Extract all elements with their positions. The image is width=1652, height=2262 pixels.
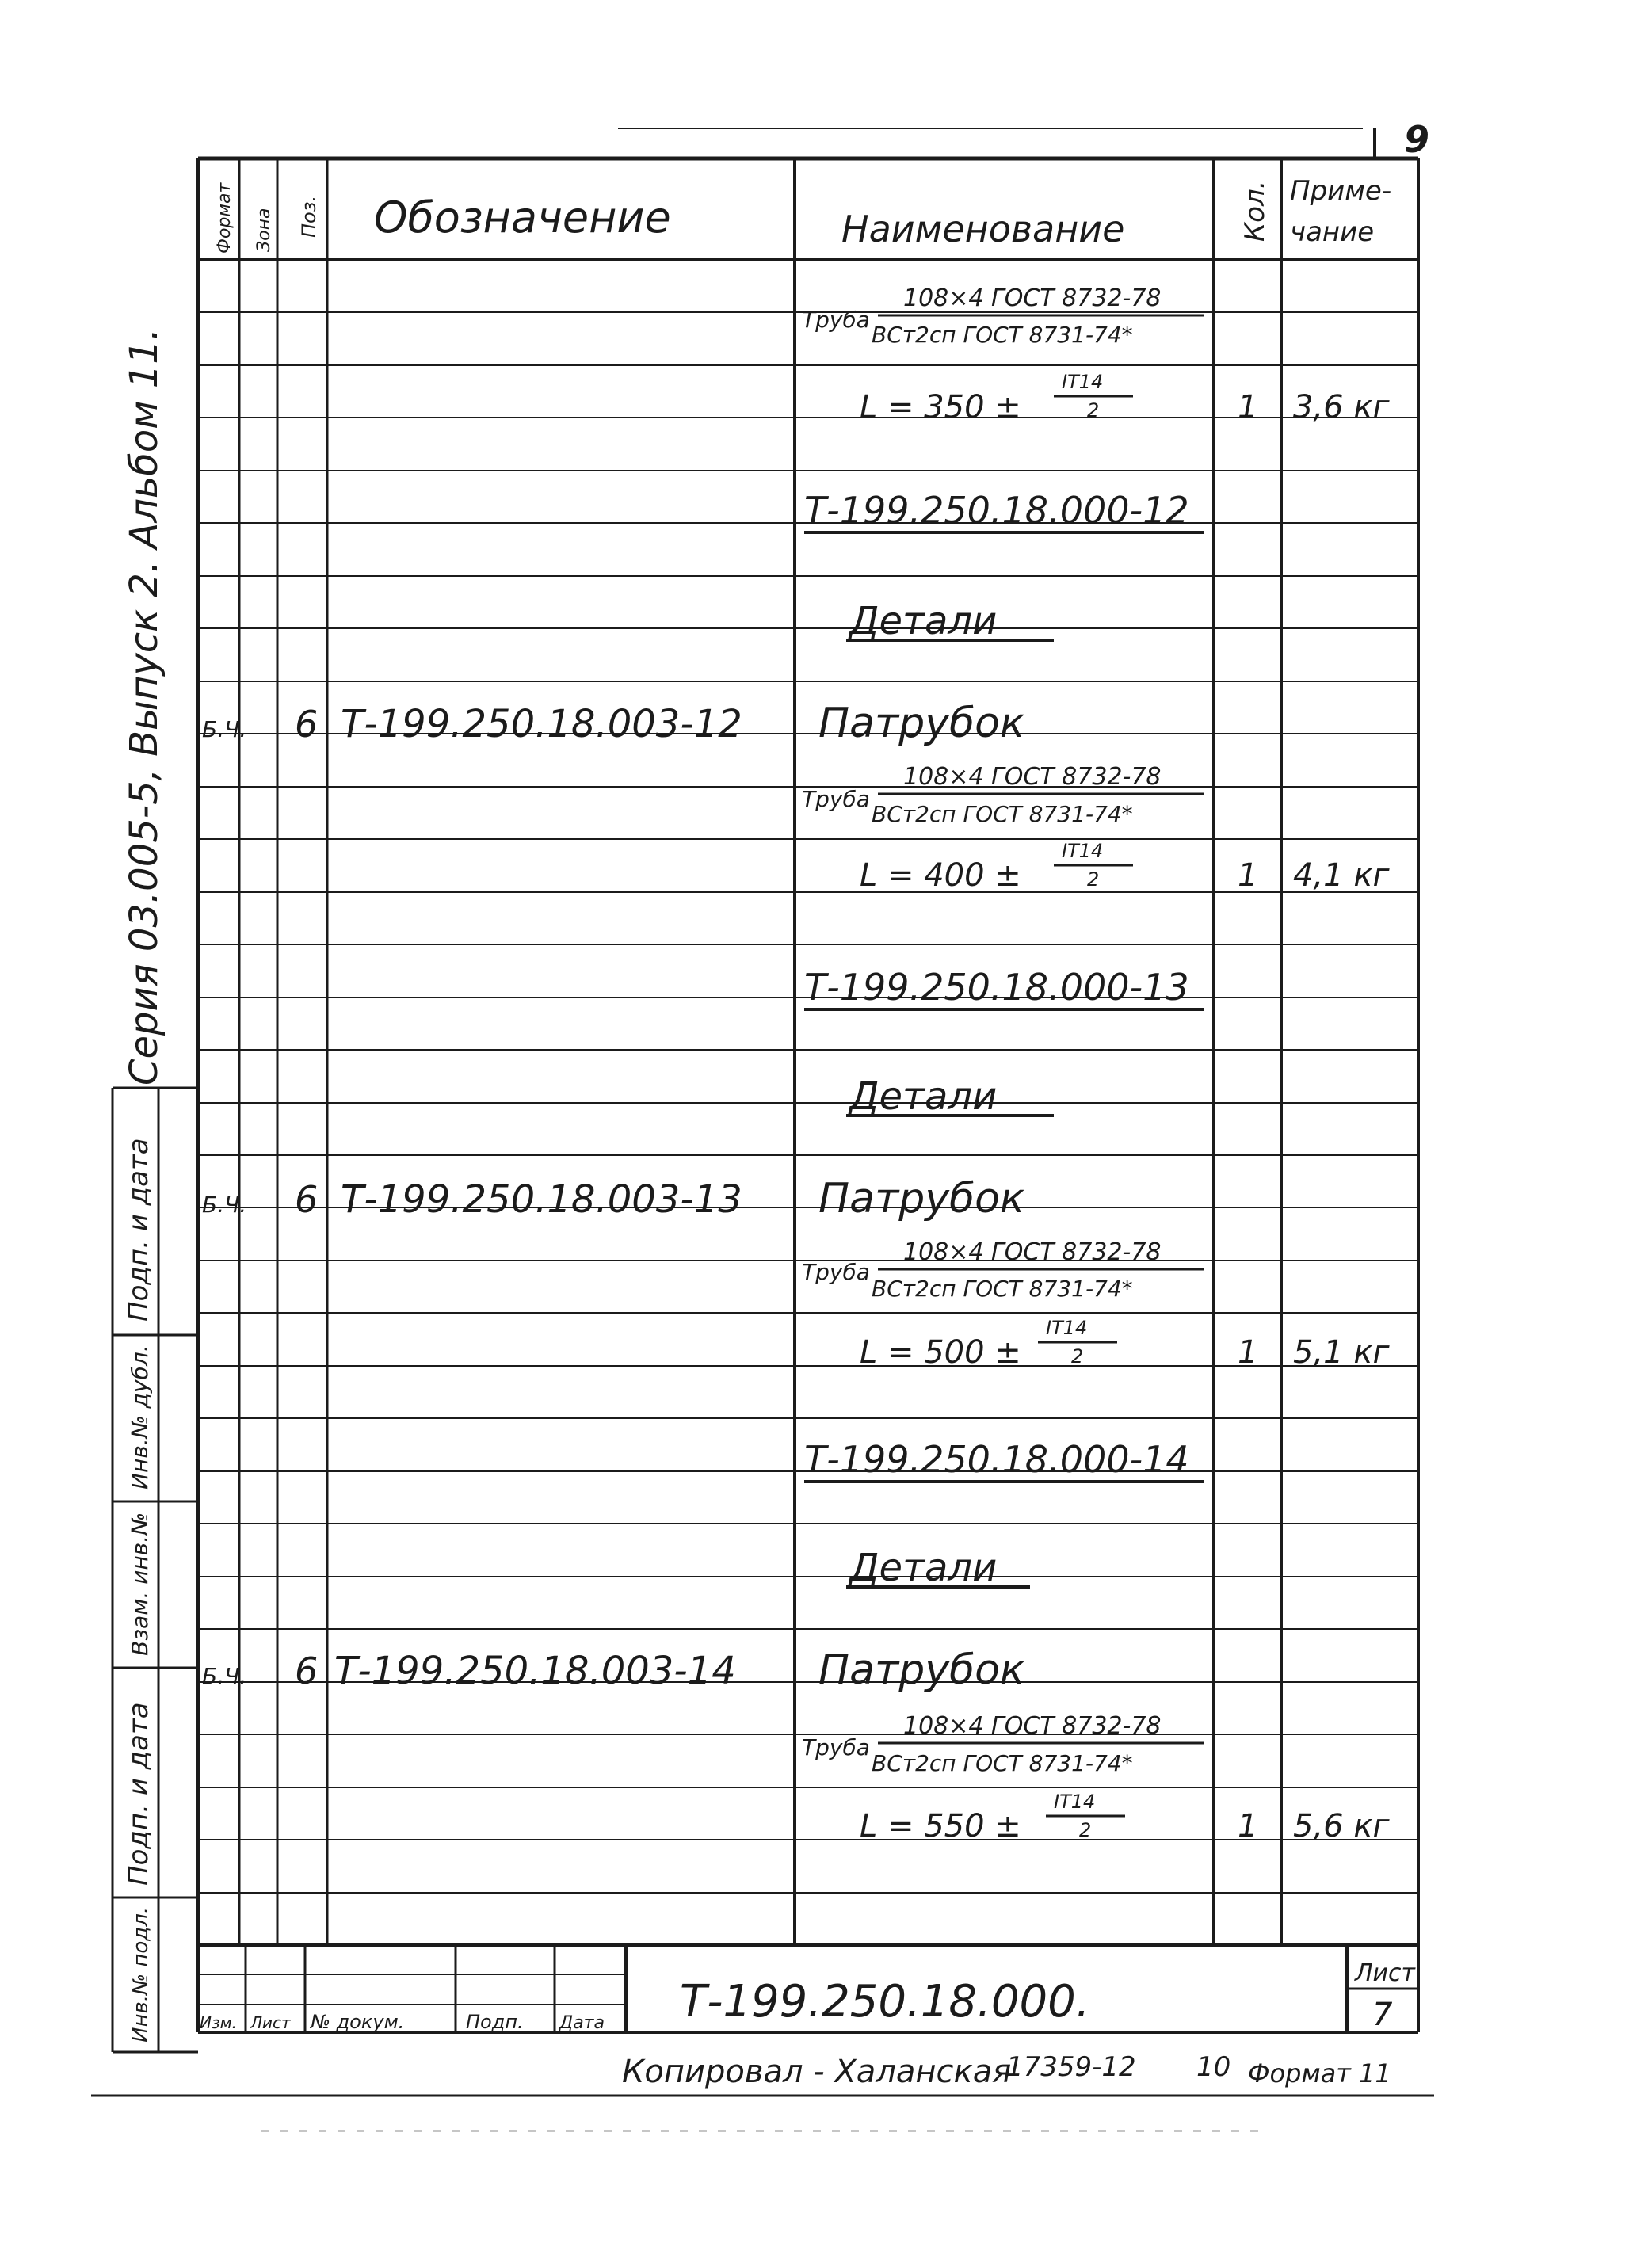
footer-copied: Копировал - Халанская <box>622 2054 1012 2090</box>
tolerance-top: IT14 <box>1046 1317 1088 1339</box>
side-label-replace-inv: Взам. инв.№ <box>127 1512 153 1656</box>
designation-value: Т-199.250.18.003-14 <box>334 1649 736 1693</box>
tb-col-change: Изм. <box>200 2013 238 2032</box>
side-label-sign-date-2: Подп. и дата <box>123 1702 155 1886</box>
part-name: Патрубок <box>818 1646 1025 1694</box>
length-value: L = 500 ± <box>860 1334 1021 1371</box>
section-title: Детали <box>849 1074 998 1119</box>
pipe-word: Труба <box>802 307 870 333</box>
header-pos: Поз. <box>298 195 320 238</box>
tb-col-date: Дата <box>559 2013 605 2033</box>
part-name: Патрубок <box>818 700 1025 747</box>
qty-value: 1 <box>1238 1808 1258 1844</box>
designation-value: Т-199.250.18.003-13 <box>341 1177 742 1222</box>
section-title: Детали <box>849 599 998 643</box>
pipe-spec-bottom: ВСт2сп ГОСТ 8731-74* <box>872 1750 1133 1776</box>
tolerance-bottom: 2 <box>1079 1819 1092 1841</box>
side-label-sign-date: Подп. и дата <box>123 1138 155 1322</box>
header-zone: Зона <box>254 208 274 252</box>
pos-value: 6 <box>295 1178 319 1221</box>
part-name: Патрубок <box>818 1175 1025 1223</box>
length-value: L = 350 ± <box>860 389 1021 425</box>
header-qty: Кол. <box>1239 180 1271 242</box>
header-note-line1: Приме- <box>1290 175 1392 207</box>
format-value: Б.Ч. <box>202 1663 247 1689</box>
pipe-word: Труба <box>802 1734 870 1760</box>
pipe-spec-top: 108×4 ГОСТ 8732-78 <box>903 284 1162 312</box>
side-title: Серия 03.005-5, Выпуск 2. Альбом 11. <box>122 327 166 1085</box>
header-format: Формат <box>215 182 235 254</box>
footer-format: Формат 11 <box>1248 2058 1391 2088</box>
tb-sheet-label: Лист <box>1355 1959 1416 1987</box>
header-name: Наименование <box>841 208 1125 250</box>
designation-value: Т-199.250.18.003-12 <box>341 702 742 746</box>
pipe-spec-top: 108×4 ГОСТ 8732-78 <box>903 763 1162 791</box>
pipe-spec-bottom: ВСт2сп ГОСТ 8731-74* <box>872 801 1133 827</box>
assembly-designation: Т-199.250.18.000-14 <box>804 1438 1189 1481</box>
pos-value: 6 <box>295 1650 319 1692</box>
header-note-line2: чание <box>1290 216 1375 248</box>
tolerance-top: IT14 <box>1054 1791 1096 1813</box>
qty-value: 1 <box>1238 857 1258 894</box>
pos-value: 6 <box>295 703 319 746</box>
mass-value: 5,1 кг <box>1293 1334 1390 1371</box>
footer-order: 17359-12 <box>1006 2051 1136 2083</box>
pipe-spec-top: 108×4 ГОСТ 8732-78 <box>903 1712 1162 1740</box>
tb-col-sheet: Лист <box>250 2013 291 2032</box>
section-title: Детали <box>849 1546 998 1590</box>
side-label-dup-inv: Инв.№ дубл. <box>127 1345 153 1490</box>
tb-doc-number: Т-199.250.18.000. <box>680 1976 1090 2027</box>
pipe-spec-top: 108×4 ГОСТ 8732-78 <box>903 1238 1162 1266</box>
tolerance-top: IT14 <box>1062 840 1104 862</box>
mass-value: 5,6 кг <box>1293 1808 1390 1844</box>
tolerance-bottom: 2 <box>1071 1345 1084 1367</box>
length-value: L = 550 ± <box>860 1808 1021 1844</box>
pipe-word: Труба <box>802 786 870 812</box>
qty-value: 1 <box>1238 1334 1258 1371</box>
tolerance-bottom: 2 <box>1087 868 1100 891</box>
qty-value: 1 <box>1238 389 1258 425</box>
group-1 <box>802 284 1390 643</box>
sheet-mark: 9 <box>1404 118 1430 161</box>
format-value: Б.Ч. <box>202 1192 247 1218</box>
assembly-designation: Т-199.250.18.000-13 <box>804 966 1189 1009</box>
tolerance-bottom: 2 <box>1087 399 1100 422</box>
tb-col-doc: № докум. <box>311 2011 405 2033</box>
pipe-spec-bottom: ВСт2сп ГОСТ 8731-74* <box>872 1276 1133 1302</box>
tb-col-sign: Подп. <box>466 2011 524 2033</box>
header-designation: Обозначение <box>374 193 671 242</box>
footer <box>91 2051 1434 2131</box>
pipe-spec-bottom: ВСт2сп ГОСТ 8731-74* <box>872 322 1133 348</box>
side-label-orig-inv: Инв.№ подл. <box>129 1906 153 2043</box>
pipe-word: Труба <box>802 1259 870 1285</box>
format-value: Б.Ч. <box>202 716 247 742</box>
tb-sheet-number: 7 <box>1372 1997 1393 2033</box>
footer-copy-no: 10 <box>1196 2051 1231 2083</box>
length-value: L = 400 ± <box>860 857 1021 894</box>
mass-value: 4,1 кг <box>1293 857 1390 894</box>
assembly-designation: Т-199.250.18.000-12 <box>804 489 1189 532</box>
mass-value: 3,6 кг <box>1293 389 1390 425</box>
tolerance-top: IT14 <box>1062 371 1104 393</box>
